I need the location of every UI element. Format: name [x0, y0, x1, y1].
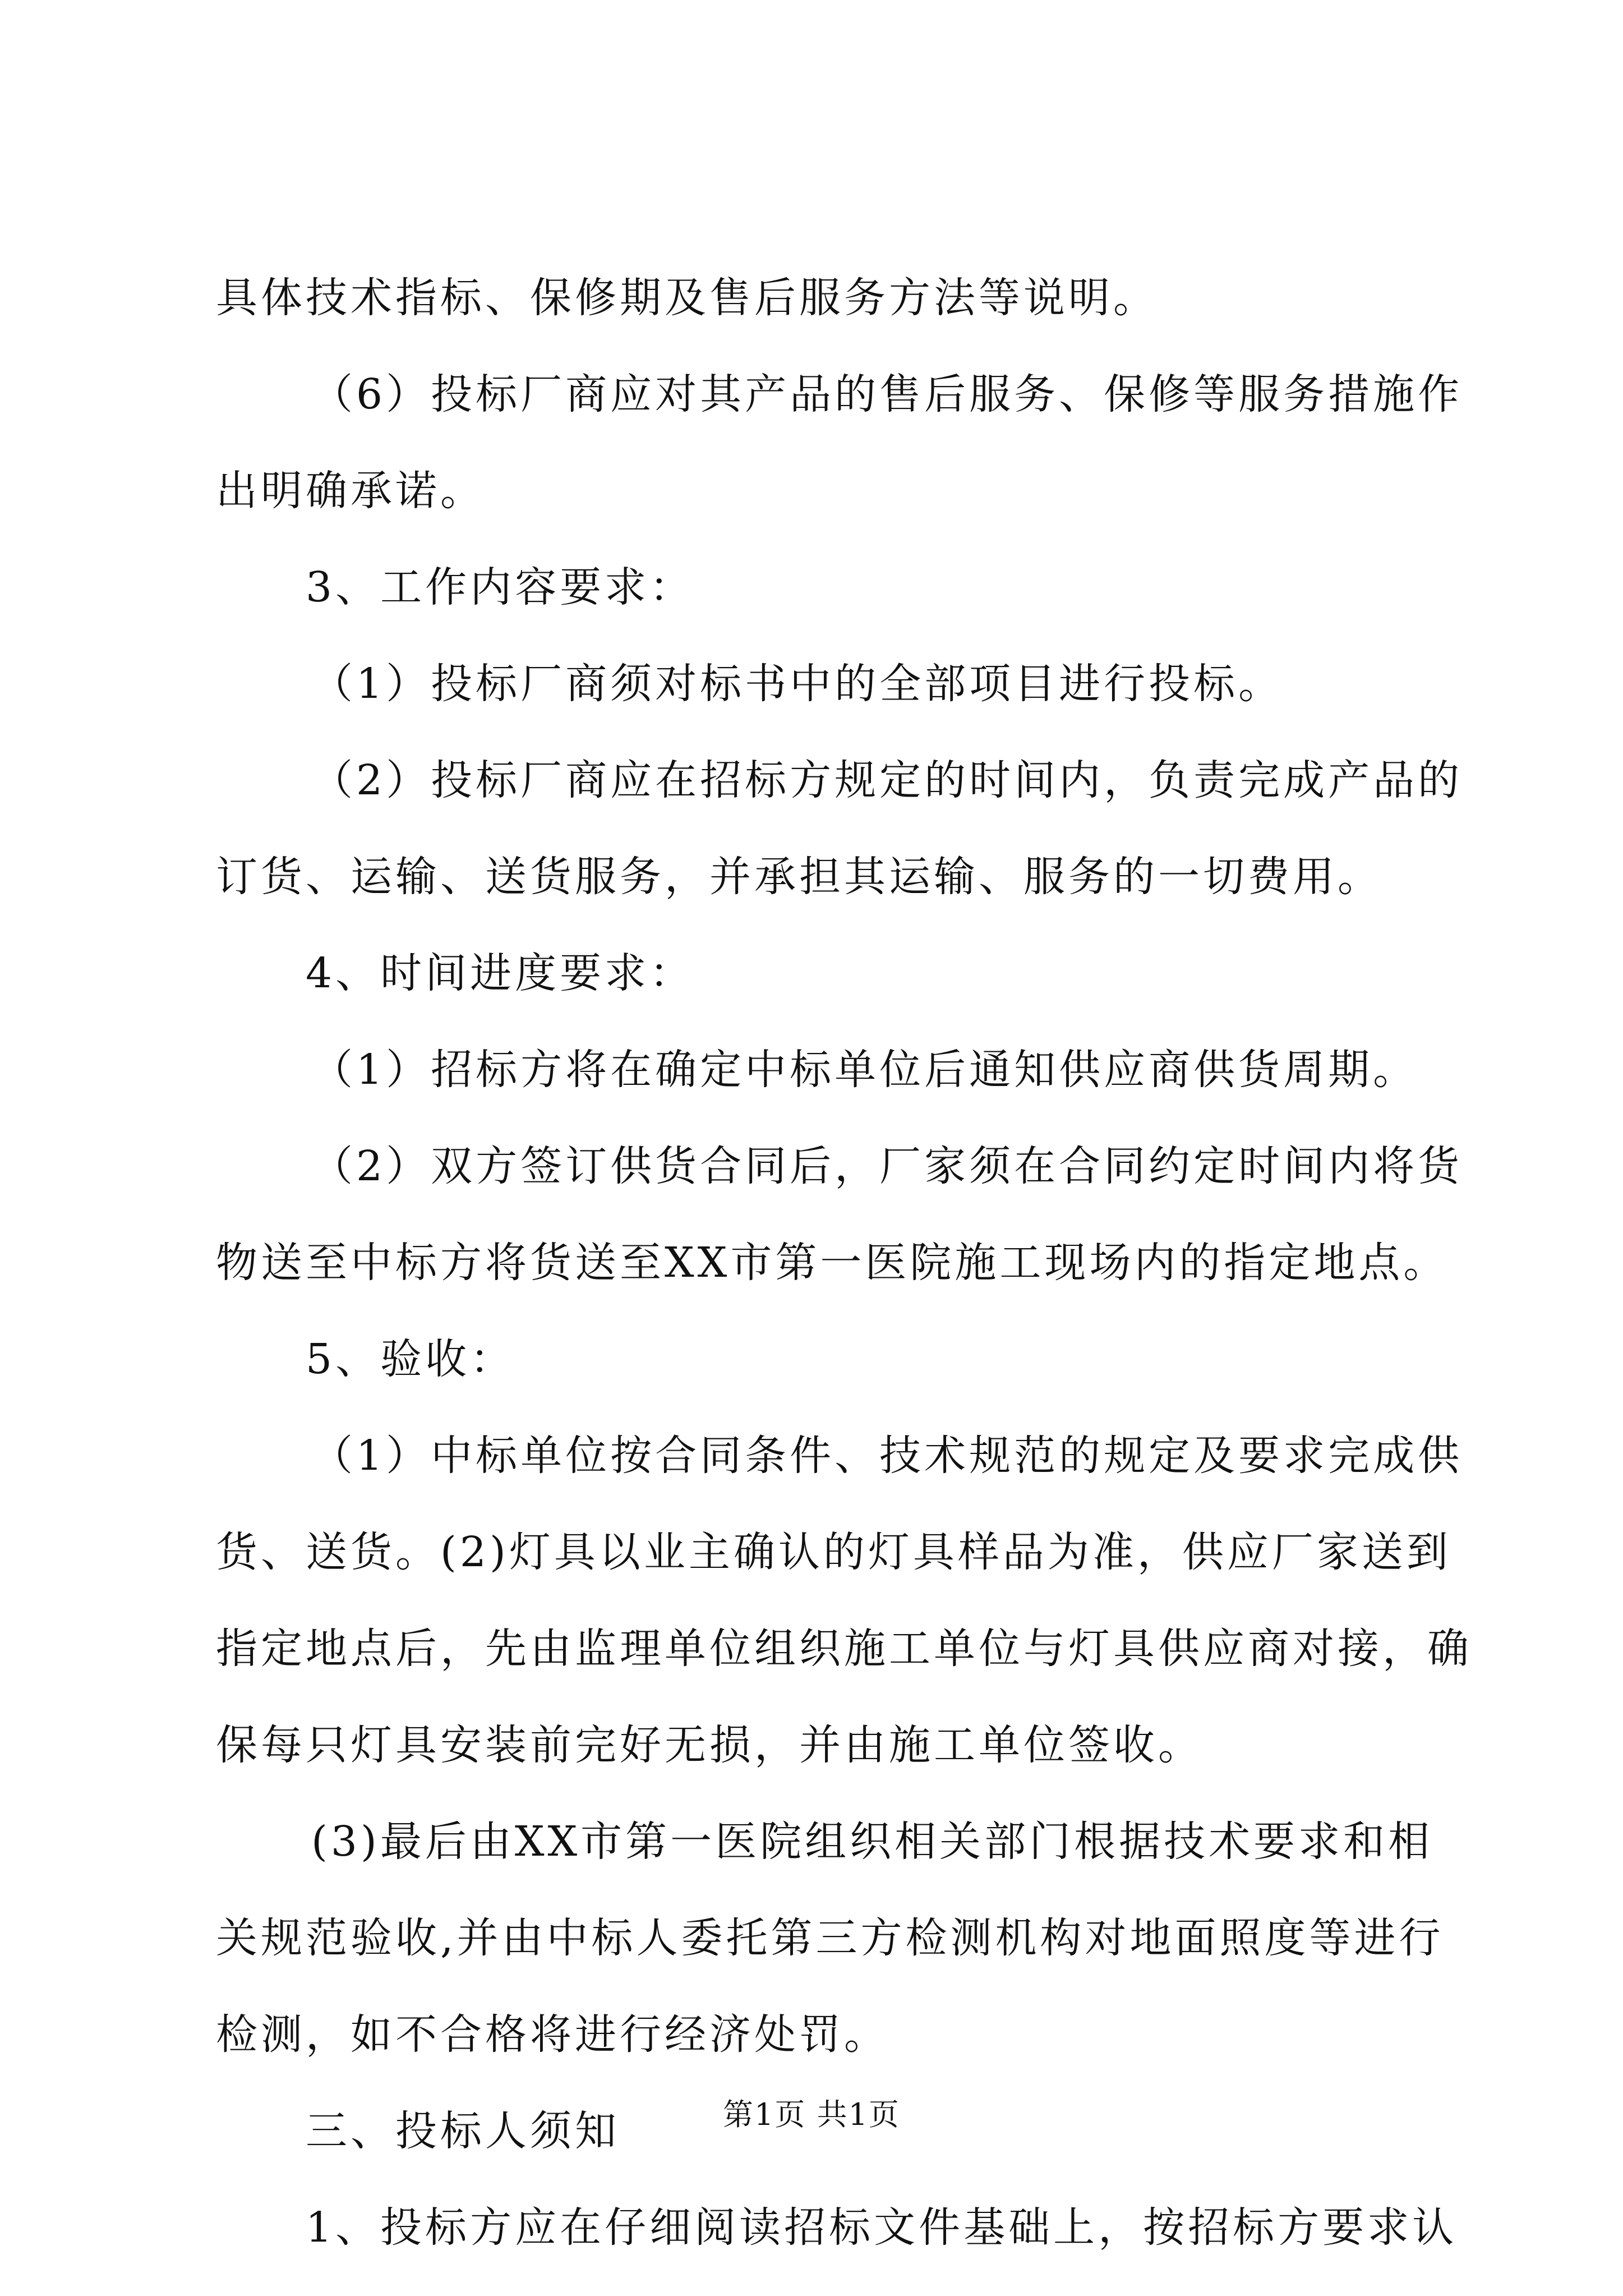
text-line-2: （6）投标厂商应对其产品的售后服务、保修等服务措施作 — [311, 370, 1463, 418]
text-line-15: 指定地点后，先由监理单位组织施工单位与灯具供应商对接，确 — [216, 1625, 1472, 1673]
text-line-11: 物送至中标方将货送至XX市第一医院施工现场内的指定地点。 — [216, 1239, 1449, 1287]
text-line-9: （1）招标方将在确定中标单位后通知供应商供货周期。 — [311, 1046, 1418, 1094]
page-number-label: 第1页 共1页 — [723, 2097, 900, 2132]
text-line-6: （2）投标厂商应在招标方规定的时间内，负责完成产品的 — [311, 756, 1463, 804]
text-line-21: 1、投标方应在仔细阅读招标文件基础上，按招标方要求认 — [306, 2203, 1458, 2252]
text-line-10: （2）双方签订供货合同后，厂家须在合同约定时间内将货 — [311, 1142, 1463, 1190]
text-line-17: (3)最后由XX市第一医院组织相关部门根据技术要求和相 — [311, 1818, 1433, 1866]
text-line-1: 具体技术指标、保修期及售后服务方法等说明。 — [216, 274, 1158, 322]
document-body — [216, 250, 1472, 2276]
page-footer — [0, 2095, 1623, 2134]
text-line-18: 关规范验收,并由中标人委托第三方检测机构对地面照度等进行 — [216, 1914, 1444, 1962]
text-line-14: 货、送货。(2)灯具以业主确认的灯具样品为准，供应厂家送到 — [216, 1528, 1451, 1576]
section-heading-work-content: 3、工作内容要求： — [306, 563, 695, 611]
section-heading-bidder-notice: 三、投标人须知 — [306, 2107, 620, 2155]
text-line-16: 保每只灯具安装前完好无损，并由施工单位签收。 — [216, 1721, 1203, 1769]
text-line-3: 出明确承诺。 — [216, 467, 485, 515]
section-heading-schedule: 4、时间进度要求： — [306, 949, 695, 997]
text-line-5: （1）投标厂商须对标书中的全部项目进行投标。 — [311, 660, 1284, 708]
text-line-7: 订货、运输、送货服务，并承担其运输、服务的一切费用。 — [216, 853, 1382, 901]
text-line-19: 检测，如不合格将进行经济处罚。 — [216, 2010, 889, 2059]
text-line-13: （1）中标单位按合同条件、技术规范的规定及要求完成供 — [311, 1432, 1463, 1480]
section-heading-acceptance: 5、验收： — [306, 1335, 515, 1383]
